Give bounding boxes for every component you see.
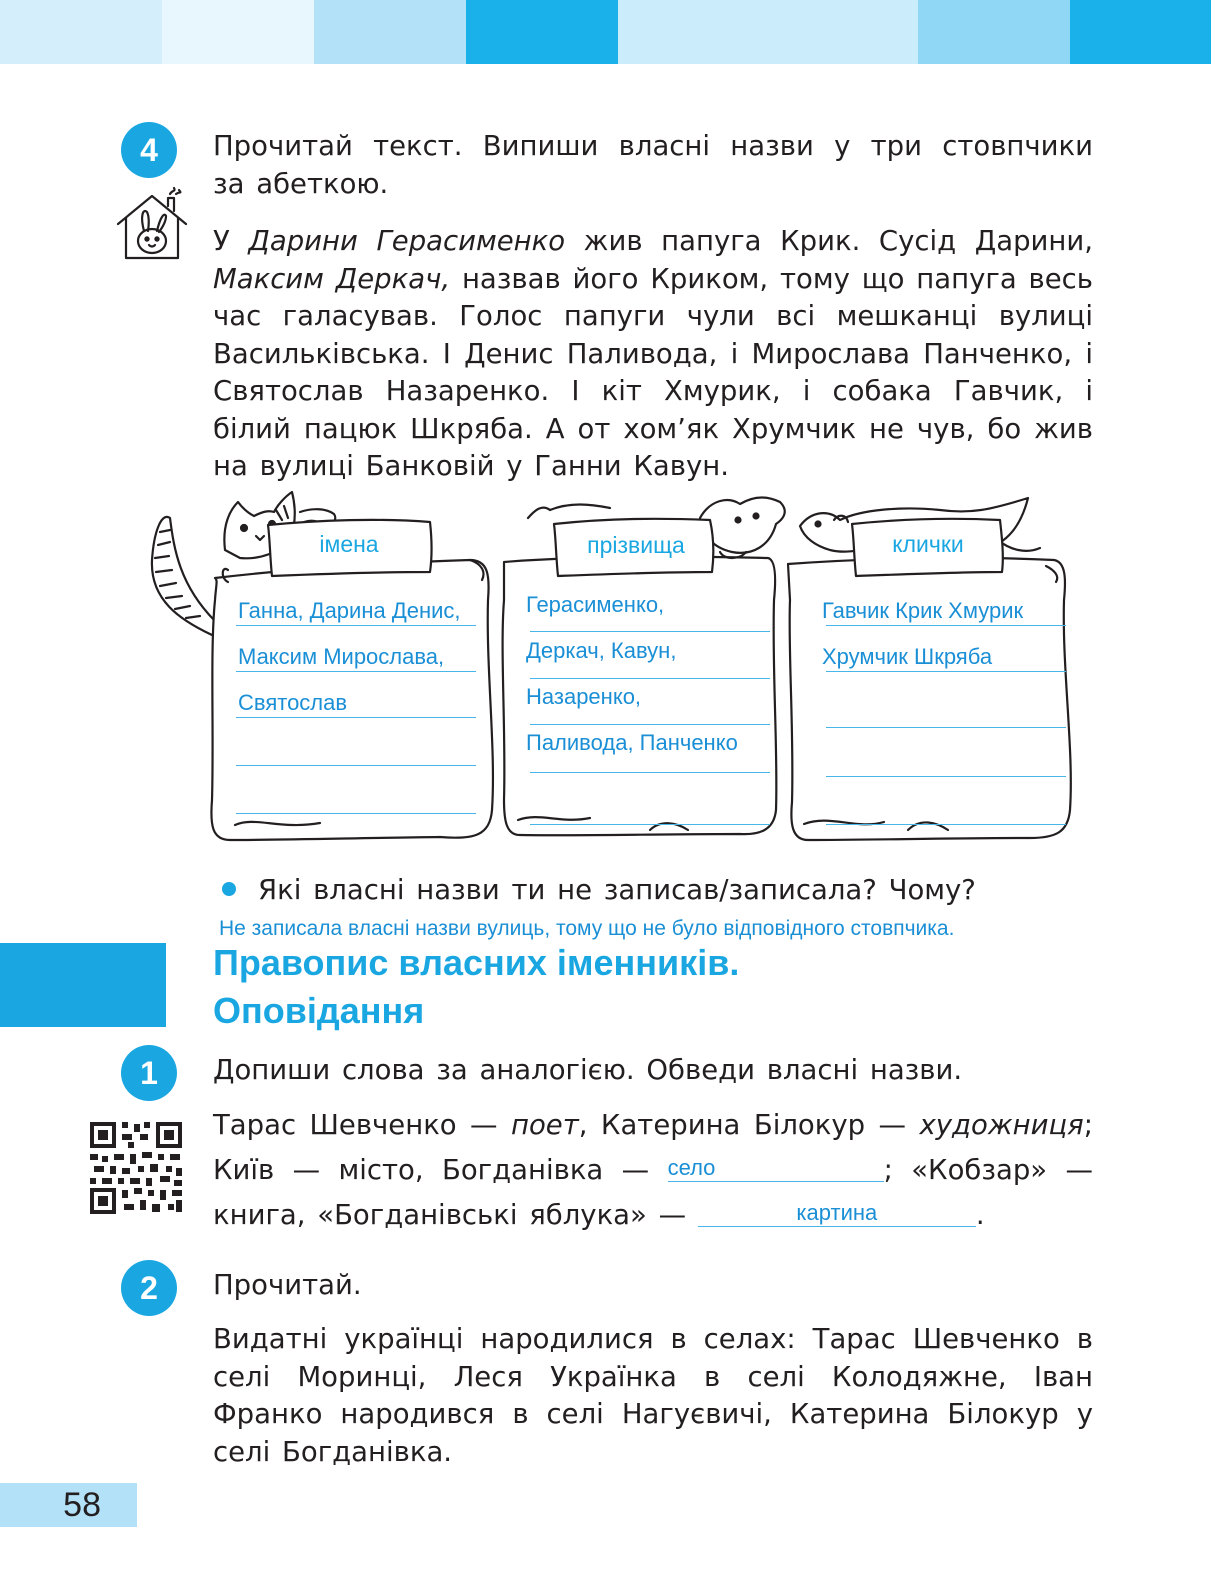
column-names-line-1 <box>236 625 476 626</box>
question-bullet <box>222 882 236 896</box>
task1-line-3: книга, «Богданівські яблука» — картина . <box>213 1199 985 1231</box>
column-names-answer-3: Святослав <box>238 690 348 715</box>
column-names-answer-2: Максим Мирослава, <box>238 644 445 669</box>
column-nicknames-line-5 <box>826 824 1066 825</box>
column-surnames-answer-4: Паливода, Панченко <box>526 730 738 755</box>
column-surnames-answer-3: Назаренко, <box>526 684 642 709</box>
page-number: 58 <box>0 1483 137 1527</box>
column-surnames-answer-1: Герасименко, <box>526 592 665 617</box>
column-nicknames-line-1 <box>826 625 1066 626</box>
task2-instruction: Прочитай. <box>213 1269 362 1301</box>
column-nicknames-answer-1: Гавчик Крик Хмурик <box>822 598 1024 623</box>
column-nicknames-answer-2: Хрумчик Шкряба <box>822 644 993 669</box>
column-surnames-line-2 <box>530 678 770 679</box>
header-block-4 <box>466 0 618 64</box>
header-block-6 <box>918 0 1070 64</box>
task4-number-badge: 4 <box>121 122 177 178</box>
column-names-answer-1: Ганна, Дарина Денис, <box>238 598 461 623</box>
task4-question: Які власні назви ти не записав/записала? Чому? <box>258 874 976 906</box>
column-surnames-answer-2: Деркач, Кавун, <box>526 638 677 663</box>
home-bunny-icon <box>112 186 192 266</box>
column-names-line-5 <box>236 813 476 814</box>
column-label-nicknames: клички <box>892 531 964 557</box>
task1-line-1: Тарас Шевченко — поет, Катерина Білокур — художниця; <box>213 1109 1093 1141</box>
header-block-2 <box>162 0 314 64</box>
column-names-line-2 <box>236 671 476 672</box>
task1-line-2: Київ — місто, Богданівка — село ; «Кобзар» — <box>213 1154 1093 1186</box>
column-label-names: імена <box>319 531 379 557</box>
task1-instruction: Допиши слова за аналогією. Обведи власні назви. <box>213 1054 963 1086</box>
column-surnames-line-1 <box>530 631 770 632</box>
task2-paragraph: Видатні українці народилися в селах: Тарас Шевченко в селі Моринці, Леся Українка в селі Колодяжне, Іван Франко народився в селі Нагуєвичі, Катерина Білокур у селі Богданівка. <box>213 1323 1093 1468</box>
qr-code-icon <box>88 1120 184 1216</box>
task4-answer: Не записала власні назви вулиць, тому що не було відповідного стовпчика. <box>219 917 955 940</box>
task1-number-badge: 1 <box>121 1045 177 1101</box>
column-nicknames-line-4 <box>826 776 1066 777</box>
section-title: Правопис власних іменників. Оповідання <box>213 942 740 1031</box>
column-nicknames-line-3 <box>826 727 1066 728</box>
section-marker <box>0 943 166 1027</box>
header-block-1 <box>0 0 162 64</box>
column-label-surnames: прізвища <box>587 532 685 558</box>
column-surnames-line-5 <box>530 824 770 825</box>
column-surnames-line-3 <box>530 724 770 725</box>
column-surnames-line-4 <box>530 772 770 773</box>
header-block-5 <box>618 0 918 64</box>
column-names-line-3 <box>236 717 476 718</box>
header-block-3 <box>314 0 466 64</box>
task2-number-badge: 2 <box>121 1260 177 1316</box>
task1-fill-painting[interactable]: картина <box>698 1200 976 1227</box>
task4-instruction: Прочитай текст. Випиши власні назви у три стовпчики за абеткою. <box>213 130 1093 200</box>
header-block-7 <box>1070 0 1211 64</box>
column-names-line-4 <box>236 765 476 766</box>
column-nicknames-line-2 <box>826 671 1066 672</box>
task4-story-paragraph: У Дарини Герасименко жив папуга Крик. Сусід Дарини, Максим Деркач, назвав його Криком, тому що папуга весь час галасував. Голос папуги чули всі мешканці вулиці Васильківська. І Денис Паливода, і Мирослава Панченко, і Святослав Назаренко. І кіт Хмурик, і собака Гавчик, і білий пацюк Шкряба. А от хом’як Хрумчик не чув, бо жив на вулиці Банковій у Ганни Кавун. <box>213 225 1093 482</box>
task1-fill-village[interactable]: село <box>668 1155 884 1182</box>
